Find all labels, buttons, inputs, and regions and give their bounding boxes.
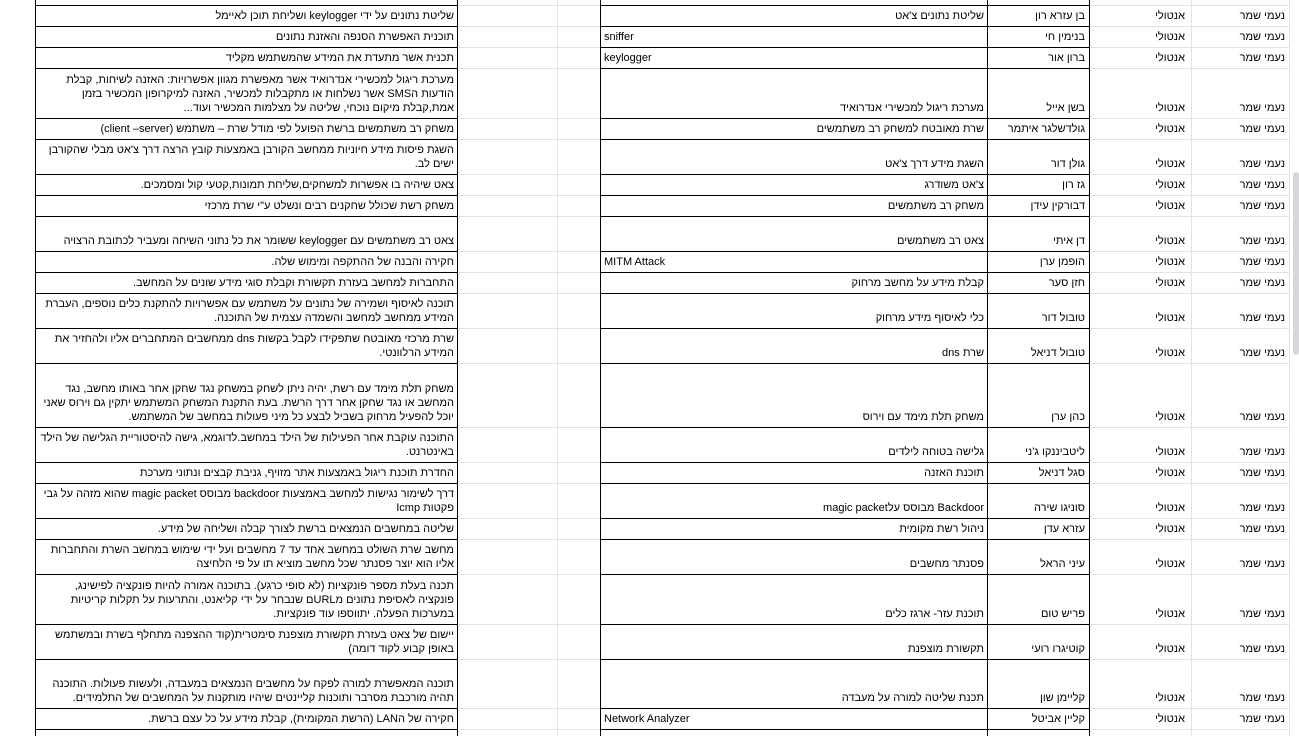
right-margin (1290, 484, 1299, 519)
left-margin (0, 140, 35, 175)
teacher-cell: נעמי שמר (1192, 709, 1290, 730)
table-row (0, 140, 1299, 175)
project-name-cell: שליטת נתונים צ'אט (600, 6, 988, 27)
project-name-cell: keylogger (600, 48, 988, 69)
advisor-cell: אנטולי (1090, 119, 1192, 140)
right-margin (1290, 27, 1299, 48)
description-cell (35, 730, 458, 736)
advisor-cell: אנטולי (1090, 660, 1192, 709)
empty-grid-cell (458, 428, 558, 463)
teacher-cell: נעמי שמר (1192, 69, 1290, 119)
advisor-cell: אנטולי (1090, 428, 1192, 463)
empty-grid-cell (458, 709, 558, 730)
teacher-cell: נעמי שמר (1192, 540, 1290, 575)
empty-grid-cell (558, 6, 600, 27)
project-name-cell: שרת dns (600, 329, 988, 364)
empty-grid-cell (558, 175, 600, 196)
right-margin (1290, 428, 1299, 463)
advisor-cell: אנטולי (1090, 69, 1192, 119)
advisor-cell: אנטולי (1090, 217, 1192, 252)
project-name-cell: השגת מידע דרך צ'אט (600, 140, 988, 175)
advisor-cell: אנטולי (1090, 273, 1192, 294)
student-name-cell: קליין אביטל (988, 709, 1090, 730)
empty-grid-cell (458, 463, 558, 484)
teacher-cell: נעמי שמר (1192, 660, 1290, 709)
empty-grid-cell (458, 575, 558, 625)
empty-grid-cell (458, 294, 558, 329)
table-row (0, 27, 1299, 48)
left-margin (0, 175, 35, 196)
teacher-cell: נעמי שמר (1192, 484, 1290, 519)
description-cell: תכנית אשר מתעדת את המידע שהמשתמש מקליד (35, 48, 458, 69)
empty-grid-cell (558, 428, 600, 463)
table-row (0, 252, 1299, 273)
empty-grid-cell (558, 540, 600, 575)
right-margin (1290, 69, 1299, 119)
advisor-cell: אנטולי (1090, 463, 1192, 484)
teacher-cell: נעמי שמר (1192, 625, 1290, 660)
advisor-cell: אנטולי (1090, 140, 1192, 175)
description-cell: התוכנה עוקבת אחר הפעילות של הילד במחשב.לדוגמא, גישה להיסטוריית הגלישה של הילד באינטרנט. (35, 428, 458, 463)
project-name-cell: קבלת מידע על מחשב מרחוק (600, 273, 988, 294)
empty-grid-cell (458, 273, 558, 294)
advisor-cell: אנטולי (1090, 540, 1192, 575)
teacher-cell: נעמי שמר (1192, 119, 1290, 140)
project-name-cell: כלי לאיסוף מידע מרחוק (600, 294, 988, 329)
table-row (0, 575, 1299, 625)
advisor-cell: אנטולי (1090, 519, 1192, 540)
empty-grid-cell (458, 175, 558, 196)
empty-grid-cell (558, 625, 600, 660)
left-margin (0, 273, 35, 294)
empty-grid-cell (558, 27, 600, 48)
description-cell: מחשב שרת השולט במחשב אחד עד 7 מחשבים ועל ידי שימוש במחשב השרת והתחברות אליו הוא יוצר פסנתר שכל מחשב מוציא תו על פי הלחיצה (35, 540, 458, 575)
empty-grid-cell (458, 6, 558, 27)
empty-grid-cell (558, 140, 600, 175)
description-cell: חקירה והבנה של ההתקפה ומימוש שלה. (35, 252, 458, 273)
table-row (0, 329, 1299, 364)
empty-grid-cell (458, 119, 558, 140)
advisor-cell: אנטולי (1090, 27, 1192, 48)
left-margin (0, 625, 35, 660)
project-name-cell: פסנתר מחשבים (600, 540, 988, 575)
project-name-cell: משחק תלת מימד עם וירוס (600, 364, 988, 428)
advisor-cell: אנטולי (1090, 364, 1192, 428)
empty-grid-cell (558, 252, 600, 273)
right-margin (1290, 730, 1299, 736)
description-cell: תוכנה המאפשרת למורה לפקח על מחשבים הנמצאים במעבדה, ולעשות פעולות. התוכנה תהיה מורכבת מסרבר ותוכנות קליינטים שיהיו מותקנות על המחשבים של התלמידים. (35, 660, 458, 709)
empty-grid-cell (458, 48, 558, 69)
project-name-cell: Backdoor מבוסס עלmagic packet (600, 484, 988, 519)
student-name-cell: סגל דניאל (988, 463, 1090, 484)
project-name-cell: sniffer (600, 27, 988, 48)
empty-grid-cell (558, 329, 600, 364)
empty-grid-cell (558, 196, 600, 217)
table-row (0, 519, 1299, 540)
advisor-cell: אנטולי (1090, 196, 1192, 217)
description-cell: השגת פיסות מידע חיוניות ממחשב הקורבן באמצעות קובץ הרצה דרך צ'אט מבלי שהקורבן ישים לב. (35, 140, 458, 175)
project-name-cell: MITM Attack (600, 252, 988, 273)
advisor-cell: אנטולי (1090, 709, 1192, 730)
project-name-cell: תקשורת מוצפנת (600, 625, 988, 660)
empty-grid-cell (458, 252, 558, 273)
description-cell: החדרת תוכנת ריגול באמצעות אתר מזויף, גניבת קבצים ונתוני מערכת (35, 463, 458, 484)
project-name-cell: תוכנת האזנה (600, 463, 988, 484)
empty-grid-cell (558, 364, 600, 428)
project-name-cell: גלישה בטוחה לילדים (600, 428, 988, 463)
table-row (0, 660, 1299, 709)
advisor-cell: אנטולי (1090, 575, 1192, 625)
left-margin (0, 428, 35, 463)
teacher-cell: נעמי שמר (1192, 463, 1290, 484)
empty-grid-cell (558, 519, 600, 540)
empty-grid-cell (458, 364, 558, 428)
table-row (0, 6, 1299, 27)
teacher-cell: נעמי שמר (1192, 294, 1290, 329)
description-cell: תוכנה לאיסוף ושמירה של נתונים על משתמש עם אפשרויות להתקנת כלים נוספים, העברת המידע ממחשב למחשב והשמדה עצמית של התוכנה. (35, 294, 458, 329)
student-name-cell: בן עזרא רון (988, 6, 1090, 27)
description-cell: תוכנית האפשרת הסנפה והאזנת נתונים (35, 27, 458, 48)
advisor-cell: אנטולי (1090, 48, 1192, 69)
left-margin (0, 540, 35, 575)
left-margin (0, 575, 35, 625)
table-row (0, 294, 1299, 329)
teacher-cell: נעמי שמר (1192, 196, 1290, 217)
student-name-cell: ברון אור (988, 48, 1090, 69)
empty-grid-cell (458, 730, 558, 736)
description-cell: תכנה בעלת מספר פונקציות (לא סופי כרגע). בתוכנה אמורה להיות פונקציה לפישינג, פונקציה לאסיפת נתונים מURLם שנבחר על ידי קליאנט, והתרעות על תקלות קריטיות במערכות הפעלה. יתווספו עוד פונקציות. (35, 575, 458, 625)
student-name-cell: גז רון (988, 175, 1090, 196)
teacher-cell: נעמי שמר (1192, 140, 1290, 175)
empty-grid-cell (558, 484, 600, 519)
empty-grid-cell (558, 217, 600, 252)
empty-grid-cell (458, 329, 558, 364)
vertical-scrollbar-thumb[interactable] (1293, 172, 1299, 355)
left-margin (0, 730, 35, 736)
project-name-cell: תוכנת עזר- ארגז כלים (600, 575, 988, 625)
empty-grid-cell (458, 484, 558, 519)
description-cell: שרת מרכזי מאובטח שתפקידו לקבל בקשות dns ממחשבים המתחברים אליו ולהחזיר את המידע הרלוונטי. (35, 329, 458, 364)
student-name-cell: סוניגו שירה (988, 484, 1090, 519)
teacher-cell: נעמי שמר (1192, 48, 1290, 69)
advisor-cell (1090, 730, 1192, 736)
advisor-cell: אנטולי (1090, 252, 1192, 273)
project-name-cell: משחק רב משתמשים (600, 196, 988, 217)
table-row (0, 48, 1299, 69)
table-row (0, 709, 1299, 730)
right-margin (1290, 709, 1299, 730)
description-cell: משחק רשת שכולל שחקנים רבים ונשלט ע"י שרת מרכזי (35, 196, 458, 217)
table-row (0, 364, 1299, 428)
empty-grid-cell (458, 540, 558, 575)
description-cell: משחק רב משתמשים ברשת הפועל לפי מודל שרת – משתמש (client –server) (35, 119, 458, 140)
project-name-cell (600, 730, 988, 736)
description-cell: שליטת נתונים על ידי keylogger ושליחת תוכן לאיימל (35, 6, 458, 27)
empty-grid-cell (558, 660, 600, 709)
empty-grid-cell (558, 575, 600, 625)
right-margin (1290, 119, 1299, 140)
teacher-cell: נעמי שמר (1192, 364, 1290, 428)
student-name-cell: כהן ערן (988, 364, 1090, 428)
empty-grid-cell (458, 69, 558, 119)
left-margin (0, 69, 35, 119)
left-margin (0, 217, 35, 252)
project-name-cell: תכנת שליטה למורה על מעבדה (600, 660, 988, 709)
table-row (0, 428, 1299, 463)
student-name-cell: קליימן שון (988, 660, 1090, 709)
teacher-cell (1192, 730, 1290, 736)
table-row (0, 196, 1299, 217)
table-row (0, 625, 1299, 660)
advisor-cell: אנטולי (1090, 625, 1192, 660)
left-margin (0, 329, 35, 364)
student-name-cell: בנימין חי (988, 27, 1090, 48)
left-margin (0, 27, 35, 48)
empty-grid-cell (558, 730, 600, 736)
advisor-cell: אנטולי (1090, 484, 1192, 519)
description-cell: משחק תלת מימד עם רשת, יהיה ניתן לשחק במשחק נגד שחקן אחר באותו מחשב, נגד המחשב או נגד שחקן אחר דרך הרשת. בעת התקנת המשחק המשתמש יתקין גם וירוס שאני יוכל להפעיל מרחוק בשביל לבצע כל מיני פעולות במחשב של המשתמש. (35, 364, 458, 428)
table-row (0, 119, 1299, 140)
teacher-cell: נעמי שמר (1192, 329, 1290, 364)
empty-grid-cell (458, 196, 558, 217)
description-cell: צאט שיהיה בו אפשרות למשחקים,שליחת תמונות,קטעי קול ומסמכים. (35, 175, 458, 196)
table-row (0, 463, 1299, 484)
right-margin (1290, 140, 1299, 175)
teacher-cell: נעמי שמר (1192, 6, 1290, 27)
project-name-cell: Network Analyzer (600, 709, 988, 730)
empty-grid-cell (558, 119, 600, 140)
description-cell: יישום של צאט בעזרת תקשורת מוצפנת סימטרית(קוד ההצפנה מתחלף בשרת ובמשתמש באופן קבוע לקוד דומה) (35, 625, 458, 660)
teacher-cell: נעמי שמר (1192, 428, 1290, 463)
teacher-cell: נעמי שמר (1192, 575, 1290, 625)
left-margin (0, 519, 35, 540)
table-row (0, 69, 1299, 119)
right-margin (1290, 6, 1299, 27)
empty-grid-cell (558, 69, 600, 119)
empty-grid-cell (558, 294, 600, 329)
student-name-cell: חזן סער (988, 273, 1090, 294)
project-name-cell: צאט רב משתמשים (600, 217, 988, 252)
right-margin (1290, 364, 1299, 428)
student-name-cell (988, 730, 1090, 736)
empty-grid-cell (558, 273, 600, 294)
description-cell: התחברות למחשב בעזרת תקשורת וקבלת סוגי מידע שונים על המחשב. (35, 273, 458, 294)
right-margin (1290, 540, 1299, 575)
left-margin (0, 364, 35, 428)
right-margin (1290, 519, 1299, 540)
right-margin (1290, 575, 1299, 625)
student-name-cell: פריש טום (988, 575, 1090, 625)
table-row (0, 730, 1299, 736)
student-name-cell: בשן אייל (988, 69, 1090, 119)
student-name-cell: קוטיגרו רועי (988, 625, 1090, 660)
project-name-cell: מערכת ריגול למכשירי אנדרואיד (600, 69, 988, 119)
table-row (0, 217, 1299, 252)
project-name-cell: ניהול רשת מקומית (600, 519, 988, 540)
right-margin (1290, 48, 1299, 69)
description-cell: דרך לשימור נגישות למחשב באמצעות backdoor מבוסס magic packet שהוא מזהה על גבי פקטות Icmp (35, 484, 458, 519)
teacher-cell: נעמי שמר (1192, 217, 1290, 252)
description-cell: חקירה של הLAN (הרשת המקומית), קבלת מידע על כל עצם ברשת. (35, 709, 458, 730)
left-margin (0, 709, 35, 730)
left-margin (0, 294, 35, 329)
empty-grid-cell (558, 463, 600, 484)
student-name-cell: דבורקין עידן (988, 196, 1090, 217)
description-cell: צאט רב משתמשים עם keylogger ששומר את כל נתוני השיחה ומעביר לכתובת הרצויה (35, 217, 458, 252)
description-cell: שליטה במחשבים הנמצאים ברשת לצורך קבלה ושליחה של מידע. (35, 519, 458, 540)
project-name-cell: שרת מאובטח למשחק רב משתמשים (600, 119, 988, 140)
student-name-cell: ליטביננקו ג'ני (988, 428, 1090, 463)
empty-grid-cell (458, 140, 558, 175)
right-margin (1290, 625, 1299, 660)
teacher-cell: נעמי שמר (1192, 273, 1290, 294)
empty-grid-cell (458, 625, 558, 660)
empty-grid-cell (458, 217, 558, 252)
left-margin (0, 252, 35, 273)
advisor-cell: אנטולי (1090, 294, 1192, 329)
student-name-cell: עזרא עדן (988, 519, 1090, 540)
left-margin (0, 48, 35, 69)
student-name-cell: טובול דניאל (988, 329, 1090, 364)
left-margin (0, 660, 35, 709)
advisor-cell: אנטולי (1090, 175, 1192, 196)
empty-grid-cell (558, 48, 600, 69)
left-margin (0, 196, 35, 217)
teacher-cell: נעמי שמר (1192, 252, 1290, 273)
project-name-cell: צ'אט משודרג (600, 175, 988, 196)
empty-grid-cell (458, 519, 558, 540)
student-name-cell: גולן דור (988, 140, 1090, 175)
table-row (0, 273, 1299, 294)
empty-grid-cell (458, 660, 558, 709)
advisor-cell: אנטולי (1090, 329, 1192, 364)
student-name-cell: טובול דור (988, 294, 1090, 329)
teacher-cell: נעמי שמר (1192, 27, 1290, 48)
table-row (0, 540, 1299, 575)
empty-grid-cell (458, 27, 558, 48)
advisor-cell: אנטולי (1090, 6, 1192, 27)
table-row (0, 175, 1299, 196)
right-margin (1290, 660, 1299, 709)
student-name-cell: דן איתי (988, 217, 1090, 252)
student-name-cell: הופמן ערן (988, 252, 1090, 273)
teacher-cell: נעמי שמר (1192, 175, 1290, 196)
description-cell: מערכת ריגול למכשירי אנדרואיד אשר מאפשרת מגוון אפשרויות: האזנה לשיחות, קבלת הודעות הSMS אשר נשלחות או מתקבלות למכשיר, האזנה למיקרופון המכשיר בזמן אמת,קבלת מיקום נוכחי, שליטה על מצלמות המכשיר ועוד... (35, 69, 458, 119)
left-margin (0, 6, 35, 27)
left-margin (0, 463, 35, 484)
teacher-cell: נעמי שמר (1192, 519, 1290, 540)
table-row (0, 484, 1299, 519)
left-margin (0, 119, 35, 140)
student-name-cell: עיני הראל (988, 540, 1090, 575)
empty-grid-cell (558, 709, 600, 730)
right-margin (1290, 463, 1299, 484)
left-margin (0, 484, 35, 519)
student-name-cell: גולדשלגר איתמר (988, 119, 1090, 140)
